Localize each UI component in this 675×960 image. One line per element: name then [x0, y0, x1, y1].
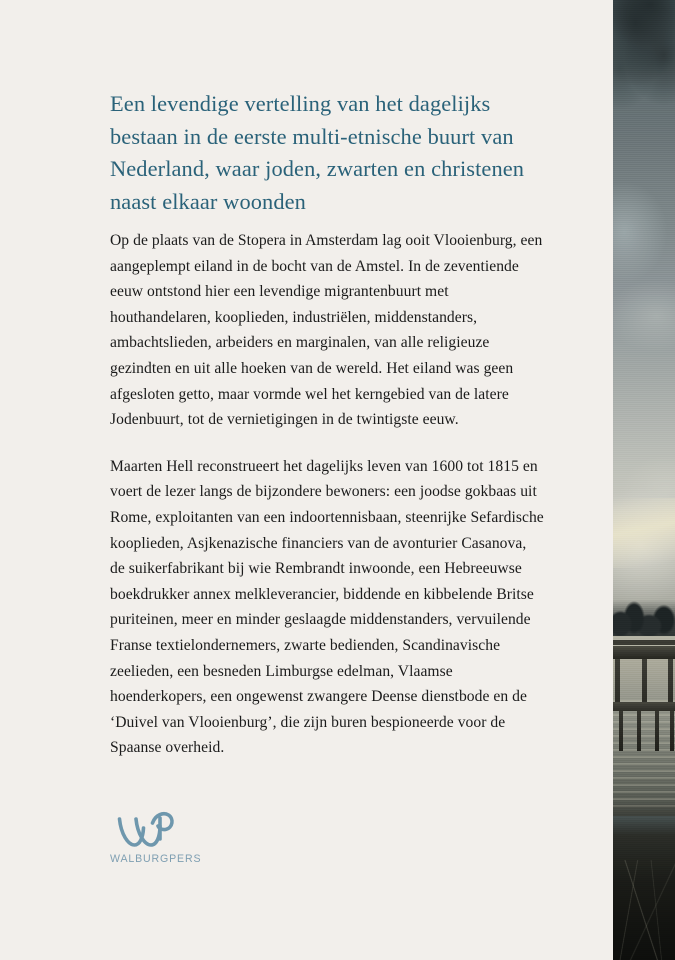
blurb-block	[110, 228, 544, 761]
blurb-paragraph-2: Maarten Hell reconstrueert het dagelijks leven van 1600 tot 1815 en voert de lezer langs de bijzondere bewoners: een joodse gokbaas uit Rome, exploitanten van een indoortennisbaan, steenrijke Sefardische kooplieden, Asjkenazische financiers van de avonturier Casanova, de suikerfabrikant bij wie Rembrandt inwoonde, een Hebreeuwse boekdrukker annex melkleverancier, biddende en kibbelende Britse puriteinen, meer en minder geslaagde middenstanders, vervuilende Franse textielondernemers, zwarte bedienden, Scandinavische zeelieden, een besneden Limburgse edelman, Vlaamse hoenderkopers, een ongewenst zwangere Deense dienstbode en de ‘Duivel van Vlooienburg’, die zijn buren bespioneerde voor de Spaanse overheid.	[110, 457, 544, 757]
cover-artwork-strip	[613, 0, 675, 960]
artwork-treeline	[613, 600, 675, 640]
artwork-reeds	[613, 860, 675, 960]
publisher-name: WALBURGPERS	[110, 853, 202, 865]
blurb-paragraph-1: Op de plaats van de Stopera in Amsterdam lag ooit Vlooienburg, een aangeplempt eiland in de bocht van de Amstel. In de zeventiende eeuw ontstond hier een levendige migrantenbuurt met houthandelaren, kooplieden, industriëlen, middenstanders, ambachtslieden, arbeiders en marginalen, van alle religieuze gezindten en uit alle hoeken van de wereld. Het eiland was geen afgesloten getto, maar vormde wel het kerngebied van de latere Jodenbuurt, tot de vernietigingen in de twintigste eeuw.	[110, 232, 543, 429]
walburgpers-monogram-icon	[116, 808, 178, 850]
artwork-bridge-rail	[613, 640, 675, 645]
artwork-light-streak	[613, 498, 675, 568]
artwork-bridge-deck	[613, 646, 675, 659]
artwork-bridge-posts	[613, 659, 675, 707]
artwork-lower-posts	[613, 711, 675, 751]
cover-headline: Een levendige vertelling van het dagelijks bestaan in de eerste multi-etnische buurt van Nederland, waar joden, zwarten en christenen naast elkaar woonden	[110, 91, 525, 214]
artwork-lower-deck	[613, 702, 675, 711]
artwork-light-clouds	[613, 120, 675, 400]
publisher-logo	[110, 808, 232, 870]
